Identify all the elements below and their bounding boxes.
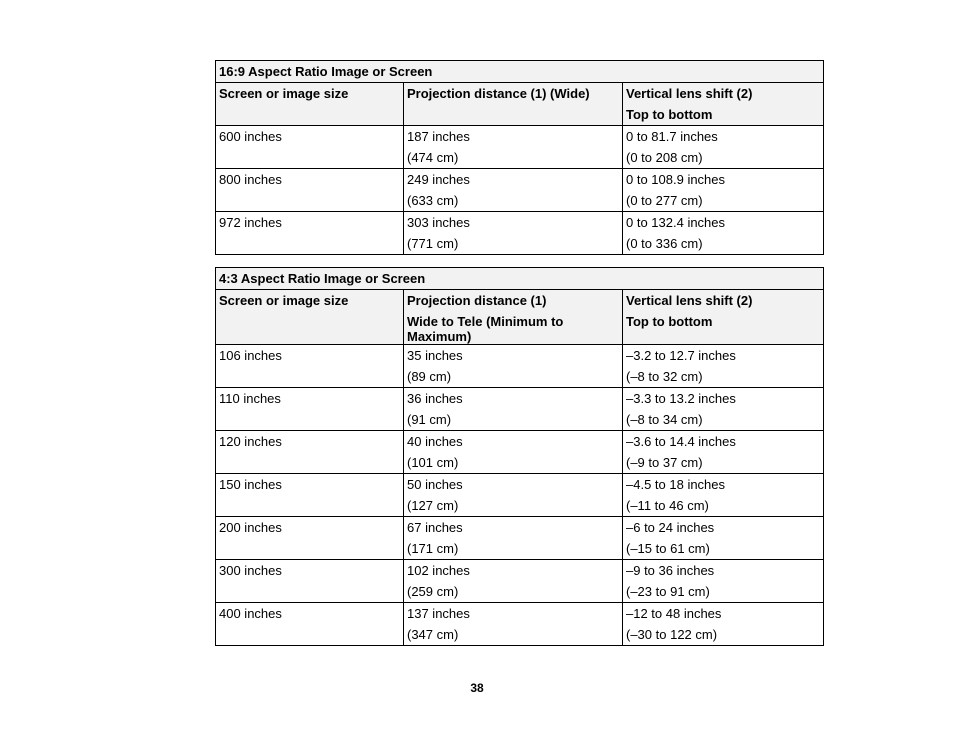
table-row [216, 126, 824, 169]
cell-text: 102 inches [407, 563, 470, 578]
cell-screen-size [216, 474, 404, 517]
cell-text: 200 inches [219, 520, 282, 535]
table-row [216, 169, 824, 212]
cell-text: (259 cm) [407, 584, 459, 599]
table-caption-row [216, 61, 824, 83]
cell-text: –6 to 24 inches [626, 520, 715, 535]
cell-screen-size [216, 345, 404, 388]
cell-vertical-lens-shift [623, 431, 824, 474]
cell-text: 0 to 81.7 inches [626, 129, 718, 144]
cell-text: (127 cm) [407, 498, 459, 513]
cell-text: (89 cm) [407, 369, 452, 384]
cell-text: 35 inches [407, 348, 463, 363]
cell-vertical-lens-shift [623, 126, 824, 169]
table-row [216, 517, 824, 560]
cell-screen-size [216, 388, 404, 431]
table-row [216, 560, 824, 603]
cell-vertical-lens-shift [623, 169, 824, 212]
cell-text: 0 to 132.4 inches [626, 215, 726, 230]
cell-projection-distance [404, 388, 623, 431]
cell-projection-distance [404, 345, 623, 388]
cell-text: 400 inches [219, 606, 282, 621]
cell-projection-distance [404, 560, 623, 603]
table-row [216, 603, 824, 646]
cell-text: (101 cm) [407, 455, 459, 470]
cell-projection-distance [404, 431, 623, 474]
cell-text: (–15 to 61 cm) [626, 541, 710, 556]
cell-text: (633 cm) [407, 193, 459, 208]
cell-text: (171 cm) [407, 541, 459, 556]
cell-projection-distance [404, 474, 623, 517]
table-row [216, 474, 824, 517]
cell-text: 972 inches [219, 215, 282, 230]
aspect-169-table [215, 60, 824, 255]
table-caption-row [216, 268, 824, 290]
cell-text: (–11 to 46 cm) [626, 498, 709, 513]
cell-projection-distance [404, 603, 623, 646]
cell-screen-size [216, 212, 404, 255]
cell-vertical-lens-shift [623, 517, 824, 560]
cell-vertical-lens-shift [623, 388, 824, 431]
table-header-row [216, 290, 824, 345]
cell-text: 249 inches [407, 172, 470, 187]
table-row [216, 345, 824, 388]
cell-text: (–8 to 34 cm) [626, 412, 703, 427]
header-vertical-lens-shift: Vertical lens shift (2) Top to bottom [623, 290, 824, 345]
table-header-row [216, 83, 824, 126]
table-title: 4:3 Aspect Ratio Image or Screen [216, 268, 824, 290]
header-projection-distance: Projection distance (1) (Wide) [404, 83, 623, 126]
cell-text: (0 to 277 cm) [626, 193, 703, 208]
cell-text: 303 inches [407, 215, 470, 230]
cell-text: –3.3 to 13.2 inches [626, 391, 736, 406]
cell-text: 67 inches [407, 520, 463, 535]
cell-text: (–8 to 32 cm) [626, 369, 703, 384]
table-row [216, 431, 824, 474]
cell-text: (0 to 336 cm) [626, 236, 703, 251]
cell-projection-distance [404, 517, 623, 560]
header-screen-size: Screen or image size [216, 290, 404, 345]
cell-text: 36 inches [407, 391, 463, 406]
cell-screen-size [216, 603, 404, 646]
cell-text: (474 cm) [407, 150, 459, 165]
table-row [216, 212, 824, 255]
cell-text: 106 inches [219, 348, 282, 363]
cell-text: –3.2 to 12.7 inches [626, 348, 736, 363]
cell-text: (347 cm) [407, 627, 459, 642]
header-vertical-lens-shift: Vertical lens shift (2) Top to bottom [623, 83, 824, 126]
cell-screen-size [216, 169, 404, 212]
cell-vertical-lens-shift [623, 560, 824, 603]
cell-screen-size [216, 560, 404, 603]
cell-text: –3.6 to 14.4 inches [626, 434, 736, 449]
aspect-43-table [215, 267, 824, 646]
cell-vertical-lens-shift [623, 603, 824, 646]
cell-text: (0 to 208 cm) [626, 150, 703, 165]
page-number: 38 [470, 681, 484, 695]
cell-screen-size [216, 126, 404, 169]
header-screen-size: Screen or image size [216, 83, 404, 126]
cell-screen-size [216, 517, 404, 560]
cell-text: 600 inches [219, 129, 282, 144]
cell-text: 120 inches [219, 434, 282, 449]
cell-text: (–9 to 37 cm) [626, 455, 703, 470]
cell-text: 0 to 108.9 inches [626, 172, 726, 187]
cell-text: 300 inches [219, 563, 282, 578]
cell-vertical-lens-shift [623, 212, 824, 255]
cell-text: 800 inches [219, 172, 282, 187]
cell-text: –12 to 48 inches [626, 606, 722, 621]
cell-text: 150 inches [219, 477, 282, 492]
cell-text: 40 inches [407, 434, 463, 449]
table-title: 16:9 Aspect Ratio Image or Screen [216, 61, 824, 83]
cell-vertical-lens-shift [623, 345, 824, 388]
header-projection-distance: Projection distance (1) Wide to Tele (Minimum to Maximum) [404, 290, 623, 345]
cell-text: (771 cm) [407, 236, 459, 251]
cell-text: –9 to 36 inches [626, 563, 715, 578]
cell-text: 137 inches [407, 606, 470, 621]
cell-screen-size [216, 431, 404, 474]
cell-projection-distance [404, 212, 623, 255]
cell-text: –4.5 to 18 inches [626, 477, 726, 492]
cell-projection-distance [404, 169, 623, 212]
cell-text: (91 cm) [407, 412, 452, 427]
cell-projection-distance [404, 126, 623, 169]
cell-text: (–30 to 122 cm) [626, 627, 718, 642]
cell-text: (–23 to 91 cm) [626, 584, 710, 599]
cell-text: 110 inches [219, 391, 281, 406]
cell-vertical-lens-shift [623, 474, 824, 517]
cell-text: 187 inches [407, 129, 470, 144]
cell-text: 50 inches [407, 477, 463, 492]
table-row [216, 388, 824, 431]
